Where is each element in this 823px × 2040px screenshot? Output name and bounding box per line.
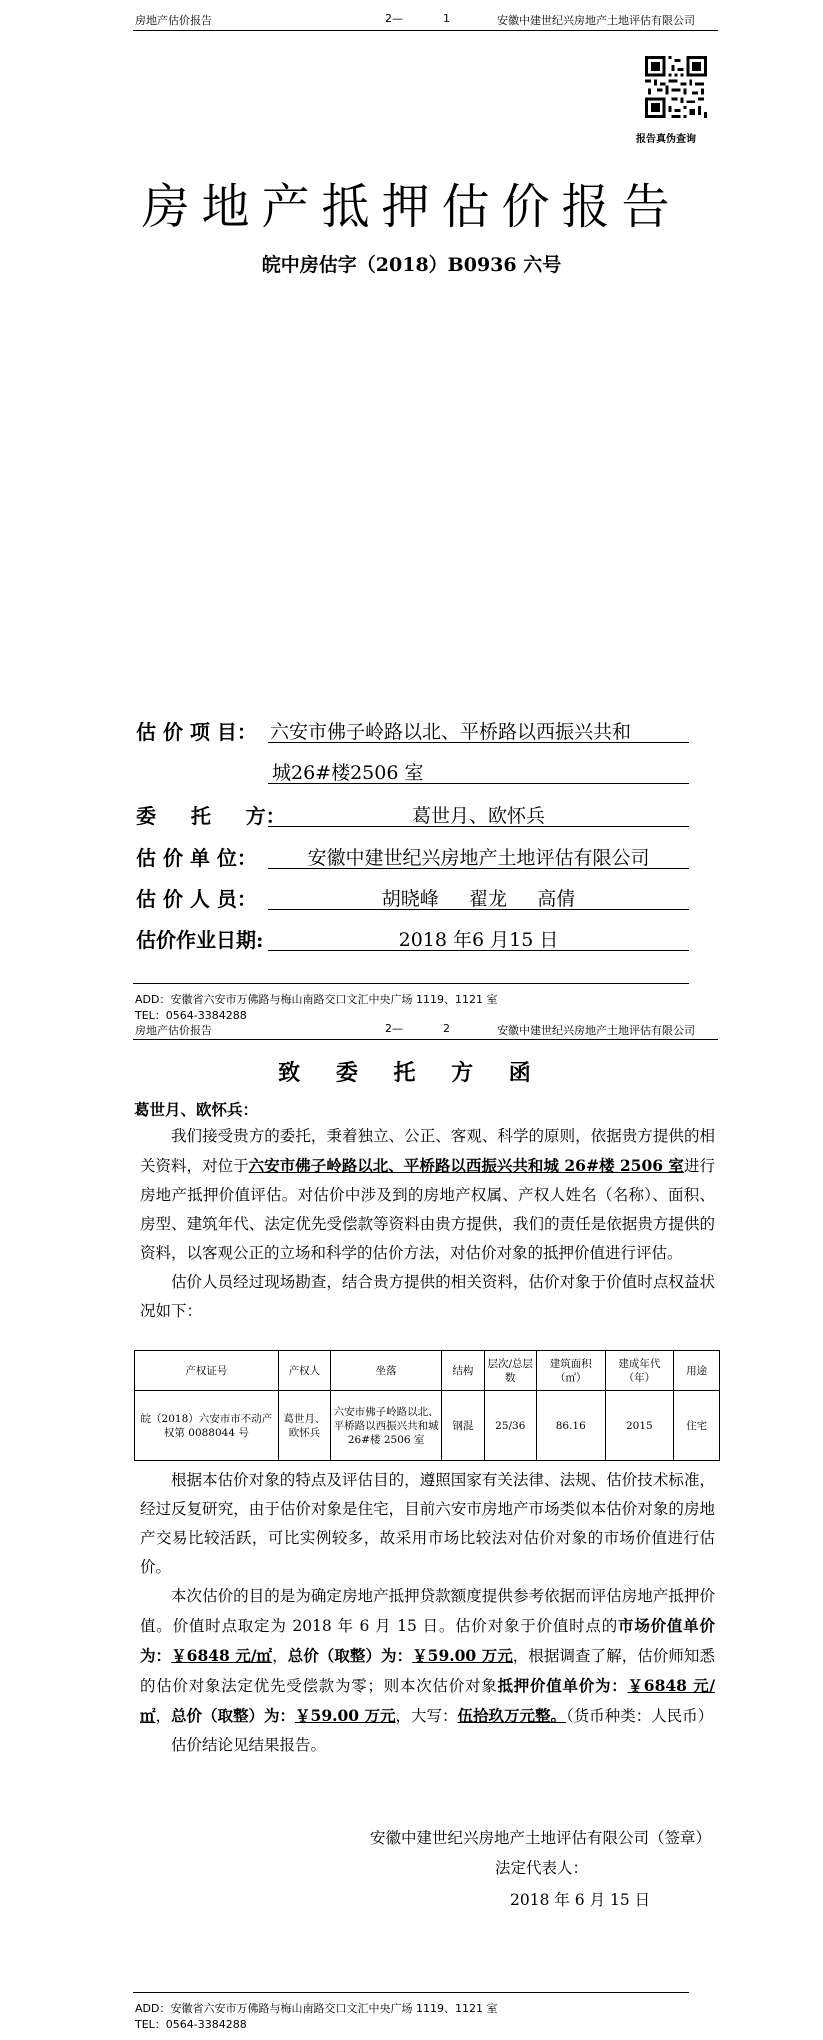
- p1-text-a: 我们接受贵方的委托，秉着独立、公正、客观、科学的原则，依据贵方提供的相关资料，对位于: [140, 1127, 715, 1175]
- table-header-cell: 层次/总层数: [484, 1351, 536, 1391]
- letter-body-bottom: [140, 1466, 715, 1760]
- footer-address: ADD：安徽省六安市万佛路与梅山南路交口文汇中央广场 1119、1121 室: [135, 2002, 498, 2015]
- qr-code-icon[interactable]: [645, 56, 707, 118]
- header-right: 安徽中建世纪兴房地产土地评估有限公司: [497, 14, 695, 27]
- company-signature: 安徽中建世纪兴房地产土地评估有限公司（签章）: [370, 1829, 712, 1847]
- footer-rule: [133, 983, 689, 984]
- paragraph-2: 估价人员经过现场勘查，结合贵方提供的相关资料，估价对象于价值时点权益状况如下：: [140, 1273, 715, 1320]
- letter-body-top: [140, 1122, 715, 1326]
- table-header-cell: 结构: [442, 1351, 484, 1391]
- table-cell: 皖（2018）六安市市不动产权第 0088044 号: [135, 1391, 279, 1461]
- appraiser-underline: [268, 909, 689, 910]
- appraiser-label: 估 价 人 员：: [136, 887, 257, 911]
- date-value: 2018 年6 月15 日: [398, 929, 559, 951]
- footer-tel: TEL：0564-3384288: [135, 1009, 247, 1022]
- table-header-cell: 产权人: [278, 1351, 330, 1391]
- table-header-cell: 坐落: [331, 1351, 442, 1391]
- header-left: 房地产估价报告: [135, 1024, 212, 1037]
- p4-text: ，: [272, 1647, 288, 1665]
- table-cell: 86.16: [536, 1391, 605, 1461]
- property-table: [134, 1350, 720, 1461]
- table-header-cell: 产权证号: [135, 1351, 279, 1391]
- p1-text-c: 进行房地产抵押价值评估。对估价中涉及到的房地产权属、产权人姓名（名称）、面积、房型、建筑年代、法定优先受偿款等资料由贵方提供，我们的责任是依据贵方提供的资料，以客观公正的立场和科学的估价方法，对估价对象的抵押价值进行评估。: [140, 1157, 715, 1262]
- market-total-label: 总价（取整）为：: [287, 1646, 413, 1665]
- table-cell: 住宅: [674, 1391, 720, 1461]
- qr-caption: 报告真伪查询: [636, 134, 696, 145]
- header-page-number: 2: [443, 1022, 450, 1035]
- footer-address: ADD：安徽省六安市万佛路与梅山南路交口文汇中央广场 1119、1121 室: [135, 993, 498, 1006]
- date-underline: [268, 950, 689, 951]
- client-underline: [268, 826, 689, 827]
- header-rule: [133, 1039, 718, 1040]
- project-underline-2: [268, 783, 689, 784]
- header-left: 房地产估价报告: [135, 14, 212, 27]
- property-address: 六安市佛子岭路以北、平桥路以西振兴共和城 26#楼 2506 室: [248, 1156, 684, 1175]
- header-page-prefix: 2—: [385, 12, 403, 25]
- footer-rule: [133, 1992, 689, 1993]
- page-title: 房地产抵押估价报告: [141, 179, 682, 235]
- signature-date: 2018 年 6 月 15 日: [510, 1891, 651, 1909]
- mortgage-total-label: 总价（取整）为：: [171, 1706, 296, 1725]
- header-rule: [133, 30, 718, 31]
- table-cell: 葛世月、欧怀兵: [278, 1391, 330, 1461]
- market-unit-price-label: 市场价值单价为：: [140, 1616, 715, 1665]
- paragraph-5: 估价结论见结果报告。: [171, 1736, 327, 1754]
- p4-text: ，大写：: [395, 1707, 458, 1725]
- p4-text: 本次估价的目的是为确定房地产抵押贷款额度提供参考依据而评估房地产抵押价值。价值时点取定为 2018 年 6 月 15 日。估价对象于价值时点的: [140, 1587, 715, 1635]
- paragraph-3: 根据本估价对象的特点及评估目的，遵照国家有关法律、法规、估价技术标准，经过反复研究，由于估价对象是住宅，目前六安市房地产市场类似本估价对象的房地产交易比较活跃，可比实例较多，故采用市场比较法对估价对象的市场价值进行估价。: [140, 1471, 715, 1576]
- table-cell: 钢混: [442, 1391, 484, 1461]
- paragraph-1: [140, 1122, 715, 1268]
- header-right: 安徽中建世纪兴房地产土地评估有限公司: [497, 1024, 695, 1037]
- project-value-line1: 六安市佛子岭路以北、平桥路以西振兴共和: [270, 721, 632, 743]
- client-label: 委 托 方：: [136, 804, 286, 828]
- p4-text: ，: [155, 1707, 172, 1725]
- p4-text: ，根据调查了解，估价师知悉的估价对象法定优先受偿款为零；则本次估价对象: [140, 1647, 715, 1695]
- letter-title: 致 委 托 方 函: [278, 1060, 545, 1086]
- project-underline-1: [268, 742, 689, 743]
- mortgage-unit-price-label: 抵押价值单价为：: [497, 1676, 628, 1695]
- report-number: 皖中房估字（2018）B0936 六号: [261, 254, 562, 276]
- project-label: 估 价 项 目：: [136, 720, 257, 744]
- unit-label: 估 价 单 位：: [136, 846, 257, 870]
- table-header-row: [135, 1351, 720, 1391]
- client-value: 葛世月、欧怀兵: [411, 805, 545, 827]
- table-cell: 2015: [605, 1391, 674, 1461]
- appraiser-value: 胡晓峰 翟龙 高倩: [381, 888, 576, 910]
- header-page-prefix: 2—: [385, 1022, 403, 1035]
- market-unit-price: ￥6848 元/㎡: [171, 1646, 273, 1665]
- table-header-cell: 用途: [674, 1351, 720, 1391]
- mortgage-total-price: ￥59.00 万元: [295, 1706, 396, 1725]
- table-header-cell: 建筑面积（㎡）: [536, 1351, 605, 1391]
- paragraph-4: [140, 1582, 715, 1731]
- date-label: 估价作业日期:: [136, 928, 264, 952]
- mortgage-unit-price: ￥6848 元/㎡: [140, 1676, 715, 1725]
- header-page-number: 1: [443, 12, 450, 25]
- table-cell: 25/36: [484, 1391, 536, 1461]
- salutation: 葛世月、欧怀兵：: [134, 1100, 259, 1119]
- unit-value: 安徽中建世纪兴房地产土地评估有限公司: [307, 847, 650, 869]
- legal-representative: 法定代表人：: [495, 1859, 589, 1877]
- project-value-line2: 城26#楼2506 室: [272, 762, 424, 784]
- table-cell: 六安市佛子岭路以北、平桥路以西振兴共和城 26#楼 2506 室: [331, 1391, 442, 1461]
- unit-underline: [268, 868, 689, 869]
- table-header-cell: 建成年代（年）: [605, 1351, 674, 1391]
- market-total-price: ￥59.00 万元: [412, 1646, 513, 1665]
- footer-tel: TEL：0564-3384288: [135, 2018, 247, 2031]
- currency-note: （货币种类：人民币）: [566, 1707, 714, 1725]
- total-in-words: 伍拾玖万元整。: [457, 1706, 567, 1725]
- table-row: [135, 1391, 720, 1461]
